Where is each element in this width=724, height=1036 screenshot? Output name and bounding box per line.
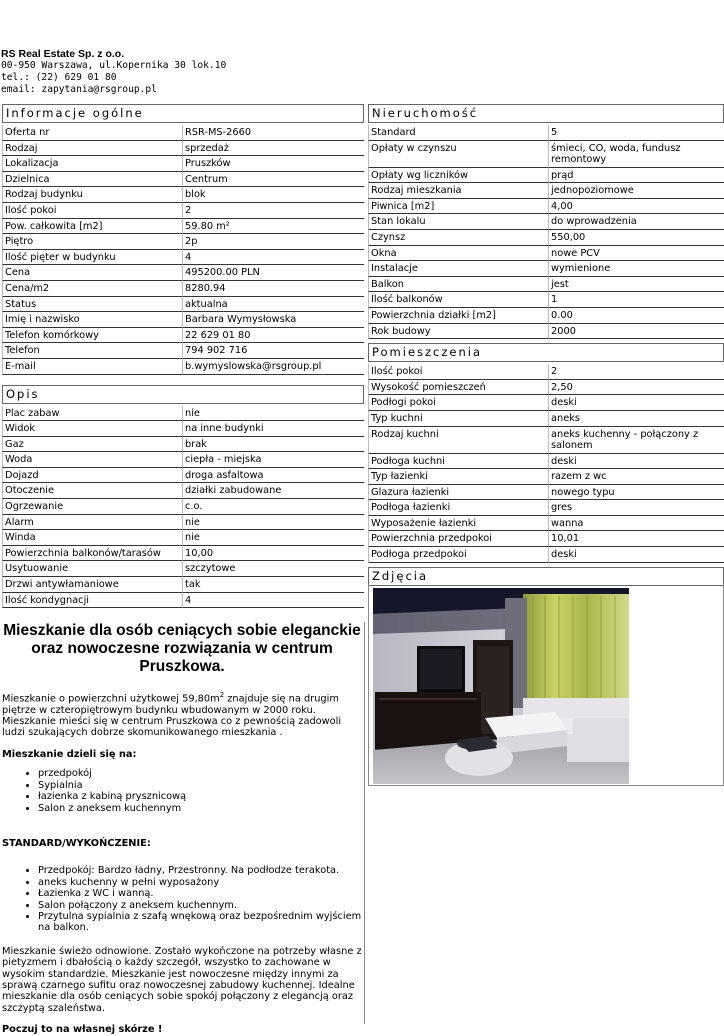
opis-row-label: Drzwi antywłamaniowe: [2, 577, 182, 593]
general-row-value: sprzedaż: [182, 141, 364, 157]
pomieszczenia-row: [368, 547, 724, 563]
pomieszczenia-row-value: aneks kuchenny - połączony z salonem: [548, 427, 724, 454]
general-row: [2, 312, 364, 328]
pomieszczenia-row-value: deski: [548, 395, 724, 411]
pomieszczenia-row: [368, 380, 724, 396]
room-item: • łazienka z kabiną prysznicową: [38, 791, 362, 802]
opis-row-label: Dojazd: [2, 468, 182, 484]
nieruchomosc-row-label: Balkon: [368, 277, 548, 293]
general-row: [2, 234, 364, 250]
general-row-label: Status: [2, 297, 182, 313]
opis-row: [2, 593, 364, 609]
general-row-label: E-mail: [2, 359, 182, 375]
pomieszczenia-row: [368, 516, 724, 532]
nieruchomosc-table: [368, 125, 724, 339]
nieruchomosc-row: [368, 141, 724, 168]
general-row: [2, 141, 364, 157]
photo-frame: [368, 584, 724, 786]
pomieszczenia-row: [368, 485, 724, 501]
standard-list: [38, 865, 362, 933]
opis-row-label: Alarm: [2, 515, 182, 531]
pomieszczenia-row: [368, 531, 724, 547]
pomieszczenia-row: [368, 395, 724, 411]
opis-row-value: szczytowe: [182, 561, 364, 577]
nieruchomosc-row: [368, 199, 724, 215]
nieruchomosc-row-label: Opłaty wg liczników: [368, 168, 548, 184]
opis-row: [2, 452, 364, 468]
nieruchomosc-row: [368, 324, 724, 340]
nieruchomosc-row-label: Okna: [368, 246, 548, 262]
standard-item: • Łazienka z WC i wanną.: [38, 888, 362, 899]
opis-row-value: ciepła - miejska: [182, 452, 364, 468]
section-heading-general: Informacje ogólne: [2, 104, 364, 123]
opis-row: [2, 530, 364, 546]
pomieszczenia-row-label: Wyposażenie łazienki: [368, 516, 548, 532]
general-row-value: 495200.00 PLN: [182, 265, 364, 281]
section-heading-zdjecia: Zdjęcia: [368, 567, 724, 586]
company-address: 00-950 Warszawa, ul.Kopernika 30 lok.10: [1, 60, 227, 71]
nieruchomosc-row-label: Piwnica [m2]: [368, 199, 548, 215]
opis-row-label: Woda: [2, 452, 182, 468]
opis-row-label: Powierzchnia balkonów/tarasów: [2, 546, 182, 562]
nieruchomosc-row-label: Standard: [368, 125, 548, 141]
opis-row-label: Gaz: [2, 437, 182, 453]
general-row-value: b.wymyslowska@rsgroup.pl: [182, 359, 364, 375]
pomieszczenia-row-value: aneks: [548, 411, 724, 427]
pomieszczenia-row-value: gres: [548, 500, 724, 516]
section-heading-nieruchomosc: Nieruchomość: [368, 104, 724, 123]
pomieszczenia-row: [368, 411, 724, 427]
nieruchomosc-row-value: do wprowadzenia: [548, 214, 724, 230]
nieruchomosc-row-value: 5: [548, 125, 724, 141]
pomieszczenia-row-label: Typ łazienki: [368, 469, 548, 485]
pomieszczenia-row-value: wanna: [548, 516, 724, 532]
opis-row-label: Usytuowanie: [2, 561, 182, 577]
rooms-label: Mieszkanie dzieli się na:: [2, 748, 137, 760]
standard-item: • Przedpokój: Bardzo ładny, Przestronny. Na podłodze terakota.: [38, 865, 362, 876]
description-closing: Mieszkanie świeżo odnowione. Zostało wykończone na potrzeby własne z pietyzmem i dbałością o każdy szczegół, wszystko to zachowane w wysokim standardzie. Mieszkanie jest nowoczesne między innymi za sprawą czarnego sufitu oraz nowoczesnej zabudowy kuchennej. Idealne mieszkanie dla osób ceniących sobie spokój połączony z elegancją oraz szczyptą szaleństwa.: [2, 945, 362, 1014]
opis-row-value: droga asfaltowa: [182, 468, 364, 484]
opis-row-value: c.o.: [182, 499, 364, 515]
opis-row: [2, 561, 364, 577]
general-row-label: Imię i nazwisko: [2, 312, 182, 328]
general-row: [2, 359, 364, 375]
nieruchomosc-row-value: 0.00: [548, 308, 724, 324]
pomieszczenia-row-value: deski: [548, 547, 724, 563]
section-heading-pomieszczenia: Pomieszczenia: [368, 343, 724, 362]
general-row-label: Lokalizacja: [2, 156, 182, 172]
general-row-value: 2p: [182, 234, 364, 250]
nieruchomosc-row-label: Opłaty w czynszu: [368, 141, 548, 168]
general-row-value: RSR-MS-2660: [182, 125, 364, 141]
pomieszczenia-row-label: Podłoga przedpokoi: [368, 547, 548, 563]
opis-row-value: tak: [182, 577, 364, 593]
standard-item: • Salon połączony z aneksem kuchennym.: [38, 900, 362, 911]
pomieszczenia-row: [368, 454, 724, 470]
general-row-value: blok: [182, 187, 364, 203]
description-final: Poczuj to na własnej skórze !: [2, 1024, 163, 1036]
nieruchomosc-row-label: Czynsz: [368, 230, 548, 246]
general-row-label: Pow. całkowita [m2]: [2, 219, 182, 235]
general-row: [2, 172, 364, 188]
general-info-table: [2, 125, 364, 375]
pomieszczenia-row-label: Podłogi pokoi: [368, 395, 548, 411]
general-row: [2, 250, 364, 266]
general-row: [2, 187, 364, 203]
pomieszczenia-table: [368, 364, 724, 563]
general-row-label: Rodzaj: [2, 141, 182, 157]
general-row-value: 22 629 01 80: [182, 328, 364, 344]
opis-row-value: 10,00: [182, 546, 364, 562]
nieruchomosc-row: [368, 308, 724, 324]
room-item: • Sypialnia: [38, 780, 362, 791]
description-intro: Mieszkanie o powierzchni użytkowej $59,80m^2$ znajduje się na drugim piętrze w czteropiętrowym budynku wbudowanym w 2000 roku. Mieszkanie mieści się w centrum Pruszkowa co z pewnością zadowoli ludzi szukających dobrze skomunikowanego mieszkania .: [2, 691, 342, 739]
nieruchomosc-row-label: Ilość balkonów: [368, 292, 548, 308]
nieruchomosc-row: [368, 277, 724, 293]
opis-row: [2, 437, 364, 453]
room-item: • przedpokój: [38, 768, 362, 779]
standard-label: STANDARD/WYKOŃCZENIE:: [2, 837, 151, 849]
nieruchomosc-row-value: jednopoziomowe: [548, 183, 724, 199]
pomieszczenia-row: [368, 500, 724, 516]
general-row: [2, 219, 364, 235]
pomieszczenia-row-label: Rodzaj kuchni: [368, 427, 548, 454]
description: [2, 622, 362, 1036]
general-row: [2, 125, 364, 141]
pomieszczenia-row: [368, 364, 724, 380]
pomieszczenia-row-value: 2: [548, 364, 724, 380]
general-row-label: Piętro: [2, 234, 182, 250]
general-row-value: Centrum: [182, 172, 364, 188]
pomieszczenia-row-label: Powierzchnia przedpokoi: [368, 531, 548, 547]
opis-row: [2, 546, 364, 562]
general-row-label: Ilość pięter w budynku: [2, 250, 182, 266]
general-row-label: Cena/m2: [2, 281, 182, 297]
pomieszczenia-row-value: 2,50: [548, 380, 724, 396]
pomieszczenia-row-value: nowego typu: [548, 485, 724, 501]
room-item: • Salon z aneksem kuchennym: [38, 803, 362, 814]
pomieszczenia-row-value: razem z wc: [548, 469, 724, 485]
general-row: [2, 343, 364, 359]
company-header: [1, 48, 226, 96]
opis-row-label: Plac zabaw: [2, 406, 182, 422]
opis-row: [2, 483, 364, 499]
opis-row: [2, 468, 364, 484]
general-row: [2, 203, 364, 219]
general-row-label: Rodzaj budynku: [2, 187, 182, 203]
general-row: [2, 265, 364, 281]
general-row-value: Pruszków: [182, 156, 364, 172]
company-email: email: zapytania@rsgroup.pl: [1, 84, 157, 95]
opis-row-label: Ilość kondygnacji: [2, 593, 182, 609]
opis-row: [2, 406, 364, 422]
pomieszczenia-row-label: Podłoga kuchni: [368, 454, 548, 470]
nieruchomosc-row: [368, 125, 724, 141]
general-row-value: 2: [182, 203, 364, 219]
standard-item: • aneks kuchenny w pełni wyposażony: [38, 877, 362, 888]
pomieszczenia-row-value: deski: [548, 454, 724, 470]
opis-row-label: Otoczenie: [2, 483, 182, 499]
nieruchomosc-row-value: prąd: [548, 168, 724, 184]
nieruchomosc-row-label: Instalacje: [368, 261, 548, 277]
general-row-value: 59.80 m²: [182, 219, 364, 235]
general-row-value: aktualna: [182, 297, 364, 313]
nieruchomosc-row: [368, 168, 724, 184]
general-row-value: Barbara Wymysłowska: [182, 312, 364, 328]
nieruchomosc-row: [368, 230, 724, 246]
opis-row-value: na inne budynki: [182, 421, 364, 437]
nieruchomosc-row-label: Rodzaj mieszkania: [368, 183, 548, 199]
opis-row-value: nie: [182, 406, 364, 422]
nieruchomosc-row-value: wymienione: [548, 261, 724, 277]
opis-row: [2, 499, 364, 515]
general-row-label: Dzielnica: [2, 172, 182, 188]
nieruchomosc-row: [368, 183, 724, 199]
nieruchomosc-row-value: śmieci, CO, woda, fundusz remontowy: [548, 141, 724, 168]
general-row-label: Cena: [2, 265, 182, 281]
opis-row-value: nie: [182, 515, 364, 531]
nieruchomosc-row-label: Stan lokalu: [368, 214, 548, 230]
general-row-label: Telefon komórkowy: [2, 328, 182, 344]
opis-row-label: Widok: [2, 421, 182, 437]
general-row-label: Telefon: [2, 343, 182, 359]
pomieszczenia-row-label: Podłoga łazienki: [368, 500, 548, 516]
nieruchomosc-row-value: jest: [548, 277, 724, 293]
company-phone: tel.: (22) 629 01 80: [1, 72, 117, 83]
nieruchomosc-row-label: Rok budowy: [368, 324, 548, 340]
nieruchomosc-row-label: Powierzchnia działki [m2]: [368, 308, 548, 324]
pomieszczenia-row: [368, 469, 724, 485]
opis-row-value: nie: [182, 530, 364, 546]
opis-row: [2, 577, 364, 593]
section-heading-opis: Opis: [2, 385, 364, 404]
general-row-value: 794 902 716: [182, 343, 364, 359]
general-row-value: 4: [182, 250, 364, 266]
opis-row-value: działki zabudowane: [182, 483, 364, 499]
general-row: [2, 281, 364, 297]
apartment-photo[interactable]: [373, 588, 629, 784]
pomieszczenia-row: [368, 427, 724, 454]
left-column: [2, 104, 364, 608]
general-row: [2, 297, 364, 313]
general-row-label: Oferta nr: [2, 125, 182, 141]
column-divider: [364, 622, 365, 1024]
nieruchomosc-row-value: 2000: [548, 324, 724, 340]
company-name: RS Real Estate Sp. z o.o.: [1, 48, 125, 60]
opis-row-label: Winda: [2, 530, 182, 546]
general-row-value: 8280.94: [182, 281, 364, 297]
opis-row: [2, 421, 364, 437]
opis-row-value: 4: [182, 593, 364, 609]
nieruchomosc-row-value: 1: [548, 292, 724, 308]
pomieszczenia-row-label: Wysokość pomieszczeń: [368, 380, 548, 396]
pomieszczenia-row-label: Glazura łazienki: [368, 485, 548, 501]
pomieszczenia-row-label: Ilość pokoi: [368, 364, 548, 380]
opis-row-value: brak: [182, 437, 364, 453]
nieruchomosc-row-value: nowe PCV: [548, 246, 724, 262]
opis-row-label: Ogrzewanie: [2, 499, 182, 515]
nieruchomosc-row: [368, 246, 724, 262]
rooms-list: [38, 768, 362, 814]
description-title: Mieszkanie dla osób ceniących sobie eleganckie oraz nowoczesne rozwiązania w centrum Pruszkowa.: [3, 622, 361, 675]
pomieszczenia-row-value: 10,01: [548, 531, 724, 547]
pomieszczenia-row-label: Typ kuchni: [368, 411, 548, 427]
nieruchomosc-row-value: 550,00: [548, 230, 724, 246]
right-column: [368, 104, 724, 588]
nieruchomosc-row: [368, 214, 724, 230]
general-row-label: Ilość pokoi: [2, 203, 182, 219]
nieruchomosc-row: [368, 261, 724, 277]
opis-row: [2, 515, 364, 531]
nieruchomosc-row: [368, 292, 724, 308]
standard-item: • Przytulna sypialnia z szafą wnękową oraz bezpośrednim wyjściem na balkon.: [38, 911, 362, 934]
nieruchomosc-row-value: 4,00: [548, 199, 724, 215]
opis-table: [2, 406, 364, 609]
general-row: [2, 328, 364, 344]
general-row: [2, 156, 364, 172]
